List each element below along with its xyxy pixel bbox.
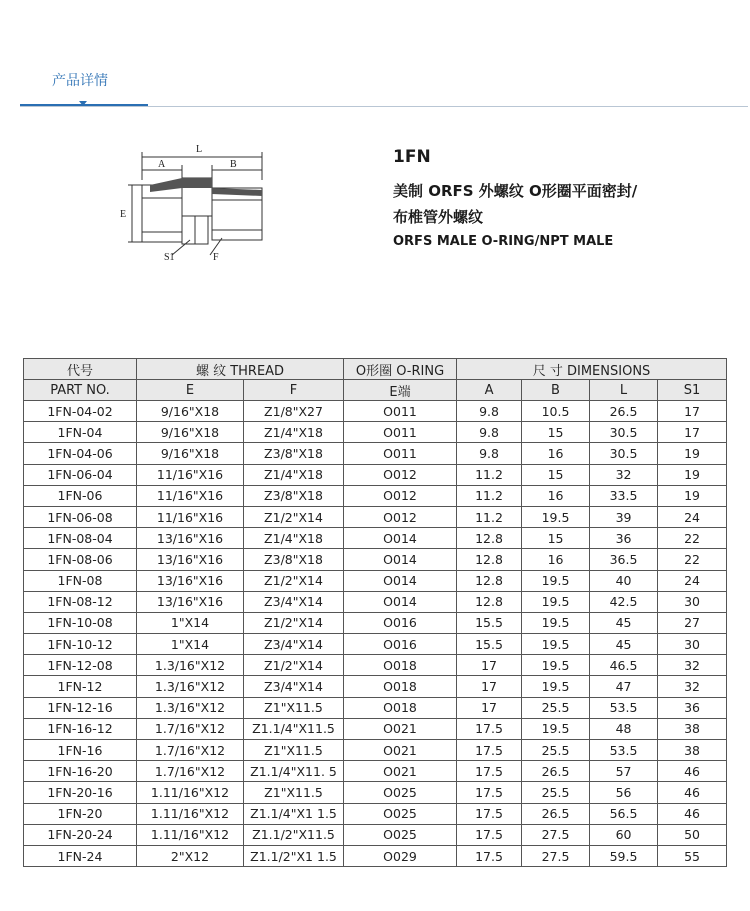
header-L: L [590,380,658,401]
cell-thread-f: Z3/8"X18 [244,485,344,506]
header-divider [20,106,748,107]
cell-dim-a: 11.2 [457,485,522,506]
cell-dim-b: 19.5 [522,655,590,676]
cell-dim-s1: 38 [658,740,727,761]
cell-dim-a: 12.8 [457,549,522,570]
header-B: B [522,380,590,401]
cell-dim-b: 19.5 [522,612,590,633]
cell-oring-e: O012 [344,464,457,485]
cell-thread-f: Z1.1/2"X1 1.5 [244,845,344,866]
cell-oring-e: O011 [344,422,457,443]
cell-dim-s1: 17 [658,401,727,422]
table-row [24,697,727,718]
cell-dim-l: 36 [590,528,658,549]
cell-dim-l: 59.5 [590,845,658,866]
cell-dim-l: 48 [590,718,658,739]
cell-dim-b: 19.5 [522,570,590,591]
table-row [24,782,727,803]
cell-thread-f: Z1"X11.5 [244,697,344,718]
cell-part-no: 1FN-12-08 [24,655,137,676]
cell-dim-a: 12.8 [457,591,522,612]
cell-dim-l: 30.5 [590,422,658,443]
table-row [24,824,727,845]
cell-dim-a: 17.5 [457,761,522,782]
fitting-technical-drawing [112,140,282,270]
table-row [24,761,727,782]
cell-oring-e: O021 [344,740,457,761]
cell-thread-e: 1.11/16"X12 [137,824,244,845]
cell-dim-b: 15 [522,464,590,485]
cell-oring-e: O011 [344,443,457,464]
cell-oring-e: O021 [344,718,457,739]
cell-part-no: 1FN-16-12 [24,718,137,739]
cell-thread-e: 1.3/16"X12 [137,655,244,676]
cell-dim-b: 25.5 [522,697,590,718]
cell-dim-l: 56.5 [590,803,658,824]
table-row [24,422,727,443]
cell-part-no: 1FN-16-20 [24,761,137,782]
cell-thread-f: Z1/2"X14 [244,570,344,591]
cell-dim-s1: 50 [658,824,727,845]
cell-dim-a: 11.2 [457,506,522,527]
cell-dim-a: 9.8 [457,443,522,464]
cell-thread-e: 2"X12 [137,845,244,866]
drawing-label-F: F [213,252,219,263]
product-name-cn-line1: 美制 ORFS 外螺纹 O形圈平面密封/ [393,182,638,200]
cell-oring-e: O014 [344,549,457,570]
product-name-en: ORFS MALE O-RING/NPT MALE [393,234,614,249]
cell-thread-e: 1.3/16"X12 [137,697,244,718]
cell-dim-a: 12.8 [457,528,522,549]
cell-dim-l: 53.5 [590,740,658,761]
cell-thread-f: Z1.1/2"X11.5 [244,824,344,845]
cell-thread-f: Z1"X11.5 [244,782,344,803]
cell-part-no: 1FN-08-04 [24,528,137,549]
cell-dim-l: 33.5 [590,485,658,506]
cell-thread-e: 9/16"X18 [137,401,244,422]
cell-dim-s1: 30 [658,634,727,655]
cell-dim-a: 17.5 [457,824,522,845]
table-row [24,591,727,612]
cell-part-no: 1FN-08-06 [24,549,137,570]
cell-dim-s1: 17 [658,422,727,443]
cell-thread-f: Z3/4"X14 [244,676,344,697]
table-row [24,464,727,485]
header-F: F [244,380,344,401]
cell-dim-s1: 22 [658,528,727,549]
cell-thread-f: Z1/8"X27 [244,401,344,422]
cell-thread-e: 13/16"X16 [137,528,244,549]
cell-thread-f: Z3/8"X18 [244,443,344,464]
header-code-en: PART NO. [24,380,137,401]
cell-thread-f: Z1/2"X14 [244,506,344,527]
cell-part-no: 1FN-08-12 [24,591,137,612]
header-thread: 螺 纹 THREAD [137,359,344,380]
cell-thread-e: 9/16"X18 [137,422,244,443]
cell-dim-l: 42.5 [590,591,658,612]
drawing-label-E: E [120,209,127,220]
cell-dim-b: 26.5 [522,803,590,824]
table-row [24,845,727,866]
table-row [24,570,727,591]
cell-dim-l: 53.5 [590,697,658,718]
cell-dim-a: 17 [457,697,522,718]
cell-thread-e: 11/16"X16 [137,506,244,527]
table-row [24,634,727,655]
table-row [24,612,727,633]
cell-dim-a: 17.5 [457,718,522,739]
cell-thread-f: Z1.1/4"X11.5 [244,718,344,739]
cell-dim-s1: 19 [658,485,727,506]
cell-thread-e: 1.11/16"X12 [137,782,244,803]
cell-thread-e: 11/16"X16 [137,464,244,485]
cell-dim-b: 19.5 [522,506,590,527]
drawing-label-A: A [158,159,166,170]
cell-dim-l: 46.5 [590,655,658,676]
cell-dim-s1: 46 [658,782,727,803]
cell-thread-f: Z1.1/4"X11. 5 [244,761,344,782]
cell-part-no: 1FN-20 [24,803,137,824]
cell-oring-e: O018 [344,697,457,718]
cell-oring-e: O011 [344,401,457,422]
cell-part-no: 1FN-20-16 [24,782,137,803]
cell-dim-b: 19.5 [522,718,590,739]
table-row [24,549,727,570]
table-row [24,655,727,676]
cell-dim-l: 56 [590,782,658,803]
cell-part-no: 1FN-04-02 [24,401,137,422]
product-name-cn-line2: 布椎管外螺纹 [393,208,484,226]
cell-oring-e: O018 [344,655,457,676]
cell-oring-e: O025 [344,782,457,803]
cell-thread-f: Z3/4"X14 [244,634,344,655]
cell-dim-s1: 24 [658,506,727,527]
table-row [24,443,727,464]
cell-oring-e: O014 [344,570,457,591]
cell-dim-s1: 36 [658,697,727,718]
cell-thread-f: Z1/4"X18 [244,422,344,443]
cell-part-no: 1FN-10-12 [24,634,137,655]
cell-dim-b: 16 [522,443,590,464]
drawing-label-B: B [230,159,237,170]
cell-dim-a: 17.5 [457,740,522,761]
cell-dim-s1: 30 [658,591,727,612]
cell-dim-b: 16 [522,485,590,506]
cell-dim-b: 27.5 [522,845,590,866]
table-row [24,803,727,824]
cell-dim-s1: 55 [658,845,727,866]
cell-dim-l: 36.5 [590,549,658,570]
cell-dim-a: 17.5 [457,845,522,866]
cell-oring-e: O014 [344,528,457,549]
cell-oring-e: O025 [344,824,457,845]
cell-dim-a: 17 [457,676,522,697]
cell-thread-f: Z1/2"X14 [244,612,344,633]
cell-dim-b: 19.5 [522,591,590,612]
cell-dim-l: 45 [590,612,658,633]
drawing-label-L: L [196,144,203,155]
cell-dim-s1: 32 [658,676,727,697]
cell-part-no: 1FN-16 [24,740,137,761]
cell-thread-e: 1"X14 [137,634,244,655]
cell-oring-e: O021 [344,761,457,782]
cell-dim-b: 19.5 [522,676,590,697]
cell-oring-e: O025 [344,803,457,824]
table-row [24,676,727,697]
cell-dim-l: 45 [590,634,658,655]
cell-oring-e: O014 [344,591,457,612]
cell-dim-l: 40 [590,570,658,591]
cell-dim-l: 47 [590,676,658,697]
cell-part-no: 1FN-10-08 [24,612,137,633]
cell-dim-b: 25.5 [522,782,590,803]
table-row [24,401,727,422]
header-S1: S1 [658,380,727,401]
cell-thread-e: 13/16"X16 [137,570,244,591]
cell-thread-e: 1.11/16"X12 [137,803,244,824]
tab-product-details[interactable]: 产品详情 [52,73,108,89]
cell-dim-s1: 27 [658,612,727,633]
cell-thread-e: 11/16"X16 [137,485,244,506]
header-dimensions: 尺 寸 DIMENSIONS [457,359,727,380]
cell-dim-a: 15.5 [457,612,522,633]
cell-dim-b: 15 [522,528,590,549]
cell-dim-a: 17.5 [457,782,522,803]
cell-dim-a: 17.5 [457,803,522,824]
cell-thread-f: Z1/4"X18 [244,528,344,549]
cell-part-no: 1FN-04-06 [24,443,137,464]
header-oring: O形圈 O-RING [344,359,457,380]
cell-dim-a: 9.8 [457,401,522,422]
cell-thread-e: 1.7/16"X12 [137,718,244,739]
header-E: E [137,380,244,401]
cell-dim-l: 39 [590,506,658,527]
cell-dim-l: 60 [590,824,658,845]
cell-dim-s1: 38 [658,718,727,739]
cell-part-no: 1FN-08 [24,570,137,591]
cell-thread-f: Z1.1/4"X1 1.5 [244,803,344,824]
cell-dim-l: 32 [590,464,658,485]
cell-dim-s1: 19 [658,464,727,485]
cell-thread-e: 1"X14 [137,612,244,633]
cell-part-no: 1FN-04 [24,422,137,443]
header-code-cn: 代号 [24,359,137,380]
cell-dim-a: 15.5 [457,634,522,655]
cell-dim-l: 26.5 [590,401,658,422]
cell-thread-f: Z1/4"X18 [244,464,344,485]
table-row [24,506,727,527]
cell-dim-s1: 46 [658,803,727,824]
cell-dim-b: 26.5 [522,761,590,782]
cell-dim-s1: 19 [658,443,727,464]
cell-dim-a: 9.8 [457,422,522,443]
table-row [24,740,727,761]
cell-dim-b: 15 [522,422,590,443]
cell-part-no: 1FN-06-04 [24,464,137,485]
cell-dim-a: 12.8 [457,570,522,591]
table-row [24,485,727,506]
cell-dim-s1: 22 [658,549,727,570]
cell-oring-e: O016 [344,612,457,633]
cell-dim-l: 57 [590,761,658,782]
cell-dim-b: 27.5 [522,824,590,845]
cell-thread-e: 1.3/16"X12 [137,676,244,697]
spec-table-body [24,401,727,867]
cell-part-no: 1FN-12-16 [24,697,137,718]
cell-thread-f: Z1"X11.5 [244,740,344,761]
cell-oring-e: O018 [344,676,457,697]
cell-dim-b: 19.5 [522,634,590,655]
cell-thread-f: Z1/2"X14 [244,655,344,676]
cell-dim-s1: 24 [658,570,727,591]
cell-part-no: 1FN-06-08 [24,506,137,527]
header-E-end: E端 [344,380,457,401]
cell-oring-e: O029 [344,845,457,866]
cell-thread-e: 1.7/16"X12 [137,761,244,782]
cell-dim-a: 11.2 [457,464,522,485]
cell-thread-f: Z3/8"X18 [244,549,344,570]
table-row [24,718,727,739]
cell-thread-e: 9/16"X18 [137,443,244,464]
cell-dim-s1: 46 [658,761,727,782]
cell-thread-e: 13/16"X16 [137,591,244,612]
cell-dim-b: 10.5 [522,401,590,422]
cell-part-no: 1FN-12 [24,676,137,697]
cell-dim-l: 30.5 [590,443,658,464]
cell-oring-e: O012 [344,506,457,527]
cell-part-no: 1FN-06 [24,485,137,506]
spec-table [23,358,727,867]
cell-dim-b: 16 [522,549,590,570]
cell-part-no: 1FN-24 [24,845,137,866]
active-tab-marker [79,101,87,106]
cell-oring-e: O012 [344,485,457,506]
cell-thread-e: 13/16"X16 [137,549,244,570]
cell-oring-e: O016 [344,634,457,655]
cell-thread-e: 1.7/16"X12 [137,740,244,761]
cell-dim-b: 25.5 [522,740,590,761]
table-row [24,528,727,549]
cell-thread-f: Z3/4"X14 [244,591,344,612]
cell-dim-a: 17 [457,655,522,676]
product-code: 1FN [393,147,431,167]
cell-part-no: 1FN-20-24 [24,824,137,845]
header-A: A [457,380,522,401]
drawing-label-S1: S1 [164,252,175,263]
cell-dim-s1: 32 [658,655,727,676]
